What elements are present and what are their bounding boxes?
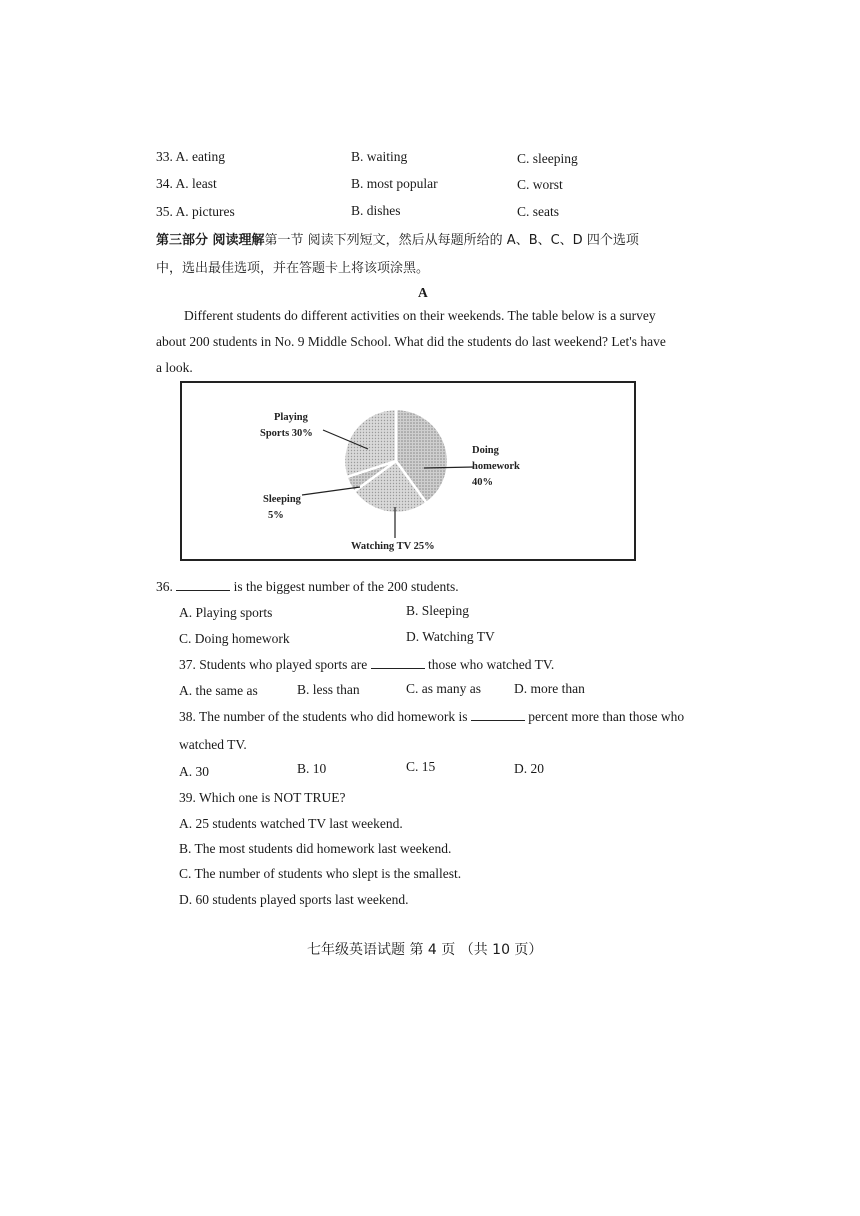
label-homework-40: 40% bbox=[472, 477, 493, 488]
q39-stem: 39. Which one is NOT TRUE? bbox=[179, 790, 346, 805]
passage-line-3: a look. bbox=[156, 360, 193, 375]
label-sports-30: Sports 30% bbox=[260, 428, 313, 439]
q38-option-c: C. 15 bbox=[406, 759, 436, 774]
q34-option-c: C. worst bbox=[517, 177, 563, 192]
label-sleeping-5: 5% bbox=[268, 510, 284, 521]
q38-stem-prefix: 38. The number of the students who did homework is bbox=[179, 709, 468, 724]
q38-option-a: A. 30 bbox=[179, 764, 209, 779]
section-instruction bbox=[156, 229, 639, 248]
section-instruction-part1: 第一节 阅读下列短文，然后从每题所给的 A、B、C、D 四个选项 bbox=[264, 233, 639, 248]
pie-chart bbox=[182, 383, 634, 559]
q35-option-c: C. seats bbox=[517, 204, 559, 219]
q36-option-a: A. Playing sports bbox=[179, 605, 273, 620]
passage-line-1: Different students do different activities on their weekends. The table below is a survey bbox=[184, 308, 656, 323]
q36-stem bbox=[156, 578, 459, 595]
q36-number: 36. bbox=[156, 579, 173, 594]
label-playing: Playing bbox=[274, 412, 308, 423]
section-instruction-part2: 中，选出最佳选项，并在答题卡上将该项涂黑。 bbox=[156, 261, 430, 276]
pie-chart-frame bbox=[180, 381, 636, 561]
q38-stem-line-2: watched TV. bbox=[179, 737, 247, 752]
q37-blank bbox=[371, 656, 425, 669]
label-sleeping: Sleeping bbox=[263, 494, 301, 505]
page-footer: 七年级英语试题 第 4 页 （共 10 页） bbox=[307, 942, 543, 958]
q36-option-c: C. Doing homework bbox=[179, 631, 290, 646]
label-homework: homework bbox=[472, 461, 520, 472]
passage-line-2: about 200 students in No. 9 Middle School. What did the students do last weekend? Let's have bbox=[156, 334, 666, 349]
label-watching-tv: Watching TV 25% bbox=[351, 541, 435, 552]
q37-option-a: A. the same as bbox=[179, 683, 258, 698]
q33-option-a: 33. A. eating bbox=[156, 149, 225, 164]
q38-option-b: B. 10 bbox=[297, 761, 327, 776]
q37-stem bbox=[179, 656, 554, 673]
q37-stem-prefix: 37. Students who played sports are bbox=[179, 657, 368, 672]
q36-stem-text: is the biggest number of the 200 students. bbox=[233, 579, 459, 594]
q34-option-b: B. most popular bbox=[351, 176, 438, 191]
q37-option-d: D. more than bbox=[514, 681, 585, 696]
q34-option-a: 34. A. least bbox=[156, 176, 217, 191]
sleeping-leader-line bbox=[302, 487, 360, 495]
q35-option-a: 35. A. pictures bbox=[156, 204, 235, 219]
q35-option-b: B. dishes bbox=[351, 203, 401, 218]
q38-stem-suffix: percent more than those who bbox=[528, 709, 685, 724]
q38-option-d: D. 20 bbox=[514, 761, 544, 776]
q39-option-d: D. 60 students played sports last weekend. bbox=[179, 892, 409, 907]
label-doing: Doing bbox=[472, 445, 499, 456]
q36-option-b: B. Sleeping bbox=[406, 603, 469, 618]
q38-stem bbox=[179, 708, 684, 725]
q39-option-c: C. The number of students who slept is the smallest. bbox=[179, 866, 462, 881]
q37-stem-suffix: those who watched TV. bbox=[427, 657, 555, 672]
q36-option-d: D. Watching TV bbox=[406, 629, 495, 644]
section-heading: 第三部分 阅读理解 bbox=[156, 233, 265, 248]
q33-option-b: B. waiting bbox=[351, 149, 408, 164]
q38-blank bbox=[471, 708, 525, 721]
q33-option-c: C. sleeping bbox=[517, 151, 578, 166]
q37-option-b: B. less than bbox=[297, 682, 360, 697]
q39-option-a: A. 25 students watched TV last weekend. bbox=[179, 816, 403, 831]
passage-label: A bbox=[418, 285, 428, 300]
q39-option-b: B. The most students did homework last weekend. bbox=[179, 841, 452, 856]
q36-blank bbox=[176, 578, 230, 591]
q37-option-c: C. as many as bbox=[406, 681, 481, 696]
